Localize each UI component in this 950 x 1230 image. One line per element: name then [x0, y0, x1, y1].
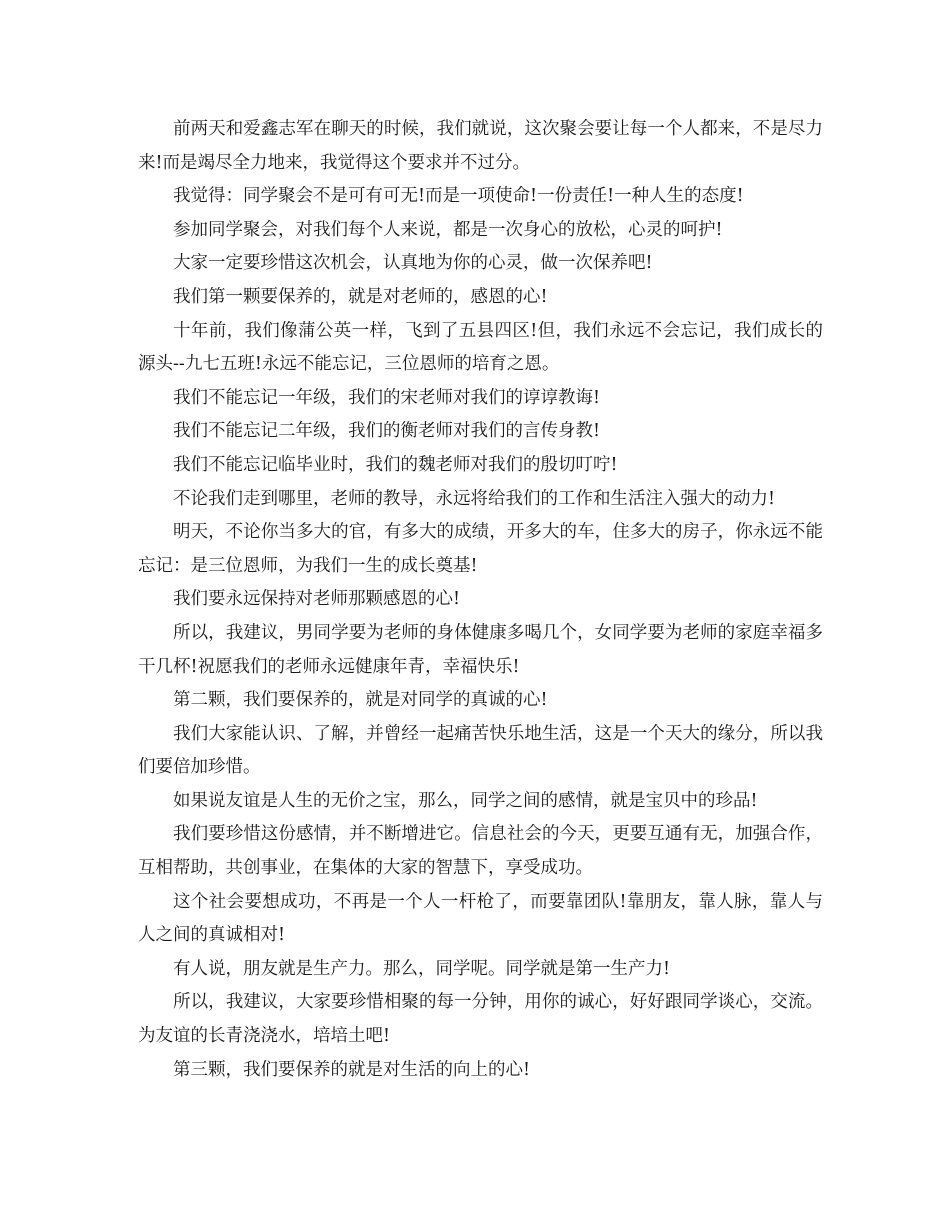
- paragraph: 明天，不论你当多大的官，有多大的成绩，开多大的车，住多大的房子，你永远不能忘记：是三位恩师，为我们一生的成长奠基!: [138, 522, 823, 576]
- paragraph: 有人说，朋友就是生产力。那么，同学呢。同学就是第一生产力!: [173, 958, 671, 979]
- paragraph: 参加同学聚会，对我们每个人来说，都是一次身心的放松，心灵的呵护!: [173, 219, 723, 240]
- paragraph: 如果说友谊是人生的无价之宝，那么，同学之间的感情，就是宝贝中的珍品!: [173, 790, 758, 811]
- paragraph: 这个社会要想成功，不再是一个人一杆枪了，而要靠团队!靠朋友，靠人脉，靠人与人之间的真诚相对!: [138, 891, 823, 946]
- paragraph: 不论我们走到哪里，老师的教导，永远将给我们的工作和生活注入强大的动力!: [173, 488, 776, 509]
- paragraph: 我们不能忘记临毕业时，我们的魏老师对我们的殷切叮咛!: [173, 454, 618, 475]
- paragraph: 第三颗，我们要保养的就是对生活的向上的心!: [173, 1059, 531, 1080]
- paragraph: 所以，我建议，大家要珍惜相聚的每一分钟，用你的诚心，好好跟同学谈心，交流。为友谊的长青浇浇水，培培土吧!: [138, 992, 823, 1047]
- paragraph: 我觉得：同学聚会不是可有可无!而是一项使命!一份责任!一种人生的态度!: [173, 186, 744, 207]
- paragraph: 我们要永远保持对老师那颗感恩的心!: [173, 589, 461, 610]
- paragraph: 我们不能忘记一年级，我们的宋老师对我们的谆谆教诲!: [173, 387, 601, 408]
- paragraph: 大家一定要珍惜这次机会，认真地为你的心灵，做一次保养吧!: [173, 253, 653, 274]
- paragraph: 我们大家能认识、了解，并曾经一起痛苦快乐地生活，这是一个天大的缘分，所以我们要倍加珍惜。: [138, 723, 823, 778]
- paragraph: 我们第一颗要保养的，就是对老师的，感恩的心!: [173, 286, 548, 307]
- paragraph: 我们要珍惜这份感情，并不断增进它。信息社会的今天，更要互通有无，加强合作，互相帮助，共创事业，在集体的大家的智慧下，享受成功。: [138, 824, 823, 879]
- paragraph: 十年前，我们像蒲公英一样，飞到了五县四区!但，我们永远不会忘记，我们成长的源头--九七五班!永远不能忘记，三位恩师的培育之恩。: [138, 320, 823, 375]
- paragraph: 前两天和爱鑫志军在聊天的时候，我们就说，这次聚会要让每一个人都来，不是尽力来!而是竭尽全力地来，我觉得这个要求并不过分。: [138, 119, 823, 173]
- paragraph: 第二颗，我们要保养的，就是对同学的真诚的心!: [173, 690, 548, 711]
- paragraph: 所以，我建议，男同学要为老师的身体健康多喝几个，女同学要为老师的家庭幸福多干几杯!祝愿我们的老师永远健康年青，幸福快乐!: [138, 622, 823, 677]
- paragraph: 我们不能忘记二年级，我们的衡老师对我们的言传身教!: [173, 421, 601, 442]
- document-body: [138, 113, 823, 1087]
